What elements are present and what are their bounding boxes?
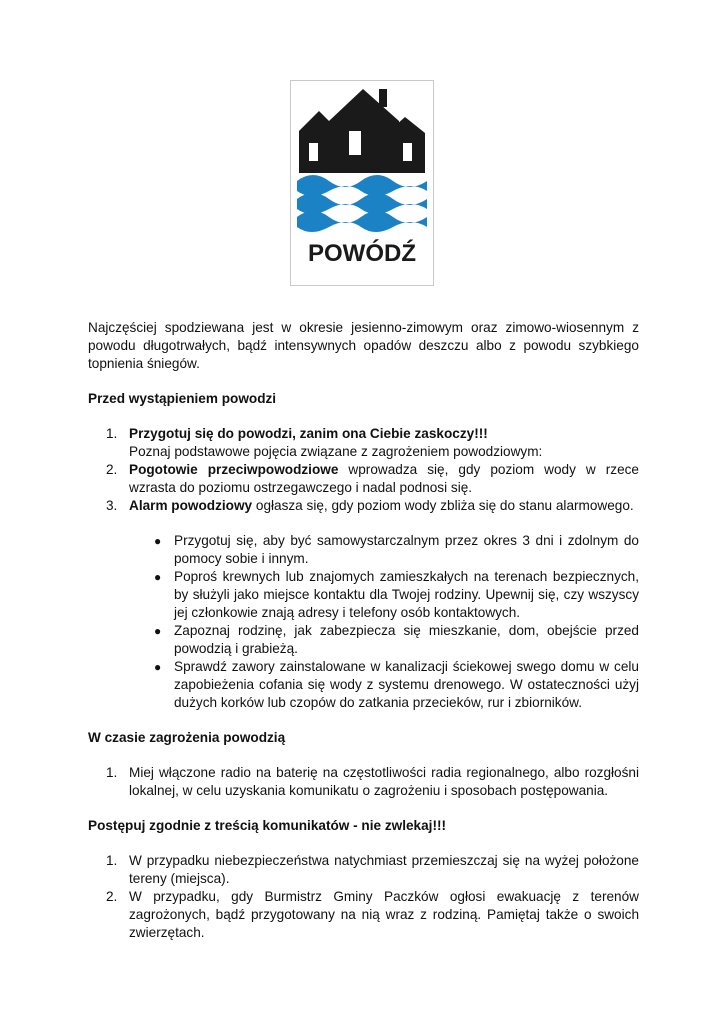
list-item: 3. Alarm powodziowy ogłasza się, gdy poziom wody zbliża się do stanu alarmowego. (106, 498, 634, 513)
flood-sign-label: POWÓDŹ (308, 240, 416, 267)
preparation-bullets (88, 532, 639, 712)
bullet-icon: ● (154, 660, 162, 674)
comply-list (88, 852, 639, 942)
heading-before-flood: Przed wystąpieniem powodzi (88, 391, 277, 406)
flood-sign (290, 80, 434, 286)
list-item: 2. Pogotowie przeciwpowodziowe wprowadza się, gdy poziom wody w rzece wzrasta do poziomu ostrzegawczego i nadal podnosi się. (106, 462, 639, 495)
list-item: 1. Miej włączone radio na baterię na częstotliwości radia regionalnego, albo rozgłośni lokalnej, w celu uzyskania komunikatu o zagrożeniu i sposobach postępowania. (106, 765, 639, 798)
list-item: 2. W przypadku, gdy Burmistrz Gminy Paczków ogłosi ewakuację z terenów zagrożonych, bądź przygotowany na nią wraz z rodziną. Pamiętaj także o swoich zwierzętach. (106, 889, 639, 940)
document-body (88, 319, 639, 942)
bullet-icon: ● (154, 534, 162, 548)
list-item: ● Sprawdź zawory zainstalowane w kanalizacji ściekowej swego domu w celu zapobieżenia cofania się wody z systemu drenowego. W ostateczności użyj dużych korków lub czopów do zatkania przecieków, rur i zbiorników. (154, 659, 639, 710)
list-item: ● Przygotuj się, aby być samowystarczalnym przez okres 3 dni i zdolnym do pomocy sobie i innym. (154, 533, 639, 566)
heading-follow-instructions: Postępuj zgodnie z treścią komunikatów - nie zwlekaj!!! (88, 818, 447, 833)
intro-paragraph: Najczęściej spodziewana jest w okresie jesienno-zimowym oraz zimowo-wiosennym z powodu długotrwałych, bądź intensywnych opadów deszczu albo z powodu szybkiego topnienia śniegów. (88, 320, 639, 371)
list-item: ● Zapoznaj rodzinę, jak zabezpiecza się mieszkanie, dom, obejście przed powodzią i grabieżą. (154, 623, 639, 656)
list-item: ● Poproś krewnych lub znajomych zamieszkałych na terenach bezpiecznych, by służyli jako miejsce kontaktu dla Twojej rodziny. Upewnij się, czy wszyscy jej członkowie znają adresy i telefony osób kontaktowych. (154, 569, 639, 620)
bullet-icon: ● (154, 570, 162, 584)
heading-during-threat: W czasie zagrożenia powodzią (88, 730, 286, 745)
list-item: 1. W przypadku niebezpieczeństwa natychmiast przemieszczaj się na wyżej położone tereny (miejsca). (106, 853, 639, 886)
list-item: 1. Przygotuj się do powodzi, zanim ona Ciebie zaskoczy!!! Poznaj podstawowe pojęcia związane z zagrożeniem powodziowym: (106, 426, 543, 459)
during-list (88, 764, 639, 800)
bullet-icon: ● (154, 624, 162, 638)
flood-houses-icon (291, 81, 433, 285)
before-list (88, 425, 639, 515)
